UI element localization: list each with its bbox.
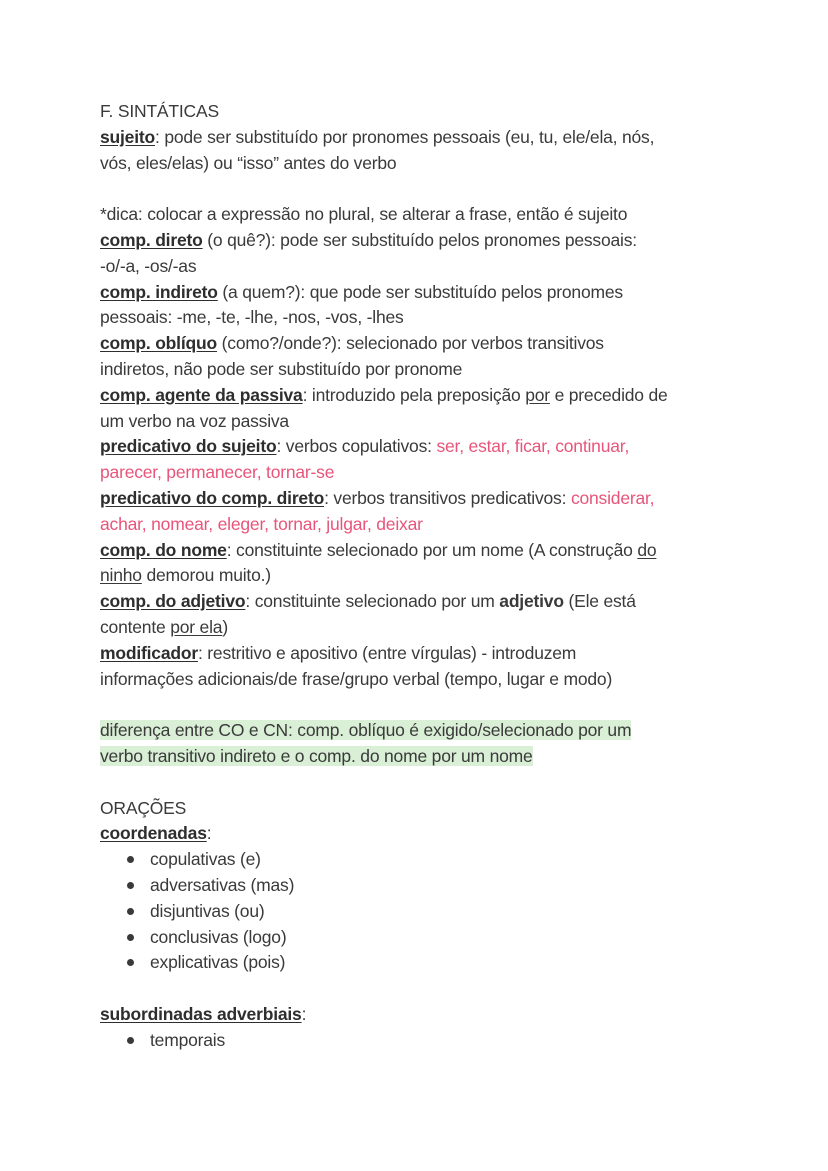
blank-line bbox=[100, 976, 720, 1002]
definition-comp-adjetivo-cont: contente por ela) bbox=[100, 616, 228, 637]
verb-list-copulativos-cont: parecer, permanecer, tornar-se bbox=[100, 462, 335, 483]
term-subordinadas-adverbiais: subordinadas adverbiais bbox=[100, 1003, 302, 1024]
subordinadas-list bbox=[100, 1028, 720, 1054]
blank-line bbox=[100, 176, 720, 202]
term-comp-adjetivo: comp. do adjetivo bbox=[100, 591, 246, 612]
list-item: adversativas (mas) bbox=[100, 873, 720, 899]
bullet-icon bbox=[127, 856, 134, 863]
verb-list-predicativos: considerar, bbox=[570, 487, 655, 508]
term-comp-nome: comp. do nome bbox=[100, 539, 227, 560]
definition-sujeito-cont: vós, eles/elas) ou “isso” antes do verbo bbox=[100, 152, 397, 173]
term-predicativo-sujeito: predicativo do sujeito bbox=[100, 436, 277, 457]
list-item: copulativas (e) bbox=[100, 847, 720, 873]
definition-sujeito: sujeito: pode ser substituído por pronomes pessoais (eu, tu, ele/ela, nós, bbox=[100, 126, 655, 147]
list-item: explicativas (pois) bbox=[100, 950, 720, 976]
bold-adjetivo: adjetivo bbox=[499, 591, 564, 612]
definition-comp-indireto: comp. indireto (a quem?): que pode ser substituído pelos pronomes bbox=[100, 281, 623, 302]
definition-modificador: modificador: restritivo e apositivo (entre vírgulas) - introduzem bbox=[100, 642, 577, 663]
highlight-line-1: diferença entre CO e CN: comp. oblíquo é exigido/selecionado por um bbox=[100, 720, 632, 741]
subheading-coordenadas: coordenadas: bbox=[100, 823, 212, 844]
tip-text: *dica: colocar a expressão no plural, se alterar a frase, então é sujeito bbox=[100, 204, 628, 225]
definition-comp-adjetivo: comp. do adjetivo: constituinte selecionado por um adjetivo (Ele está bbox=[100, 591, 636, 612]
definition-predicativo-comp-direto: predicativo do comp. direto: verbos transitivos predicativos: considerar, bbox=[100, 487, 655, 508]
definition-comp-direto-cont: -o/-a, -os/-as bbox=[100, 255, 197, 276]
definition-comp-nome-cont: ninho demorou muito.) bbox=[100, 565, 271, 586]
definition-predicativo-sujeito: predicativo do sujeito: verbos copulativos: ser, estar, ficar, continuar, bbox=[100, 436, 630, 457]
bullet-icon bbox=[127, 934, 134, 941]
bullet-icon bbox=[127, 959, 134, 966]
highlighted-note-cont bbox=[100, 744, 720, 770]
term-predicativo-comp-direto: predicativo do comp. direto bbox=[100, 487, 325, 508]
definition-comp-direto: comp. direto (o quê?): pode ser substituído pelos pronomes pessoais: bbox=[100, 229, 637, 250]
definition-comp-indireto-cont: pessoais: -me, -te, -lhe, -nos, -vos, -lhes bbox=[100, 307, 404, 328]
underlined-por-ela: por ela bbox=[170, 616, 223, 637]
term-coordenadas: coordenadas bbox=[100, 823, 207, 844]
list-item: disjuntivas (ou) bbox=[100, 899, 720, 925]
underlined-ninho: ninho bbox=[100, 565, 142, 586]
definition-comp-nome: comp. do nome: constituinte selecionado por um nome (A construção do bbox=[100, 539, 657, 560]
definition-comp-agente-passiva-cont: um verbo na voz passiva bbox=[100, 410, 289, 431]
highlight-line-2: verbo transitivo indireto e o comp. do nome por um nome bbox=[100, 745, 533, 766]
blank-line bbox=[100, 692, 720, 718]
term-comp-indireto: comp. indireto bbox=[100, 281, 218, 302]
term-comp-obliquo: comp. oblíquo bbox=[100, 333, 217, 354]
bullet-icon bbox=[127, 882, 134, 889]
section-heading-f-sintaticas: F. SINTÁTICAS bbox=[100, 101, 219, 121]
definition-comp-obliquo: comp. oblíquo (como?/onde?): selecionado por verbos transitivos bbox=[100, 333, 604, 354]
bullet-icon bbox=[127, 908, 134, 915]
definition-modificador-cont: informações adicionais/de frase/grupo verbal (tempo, lugar e modo) bbox=[100, 668, 613, 689]
definition-comp-agente-passiva: comp. agente da passiva: introduzido pela preposição por e precedido de bbox=[100, 384, 668, 405]
term-sujeito: sujeito bbox=[100, 126, 155, 147]
term-modificador: modificador bbox=[100, 642, 198, 663]
term-comp-direto: comp. direto bbox=[100, 229, 203, 250]
verb-list-predicativos-cont: achar, nomear, eleger, tornar, julgar, deixar bbox=[100, 513, 423, 534]
verb-list-copulativos: ser, estar, ficar, continuar, bbox=[436, 436, 630, 457]
highlighted-note bbox=[100, 718, 720, 744]
definition-comp-obliquo-cont: indiretos, não pode ser substituído por pronome bbox=[100, 358, 463, 379]
list-item: temporais bbox=[100, 1028, 720, 1054]
coordenadas-list bbox=[100, 847, 720, 976]
bullet-icon bbox=[127, 1037, 134, 1044]
underlined-por: por bbox=[525, 384, 550, 405]
underlined-do: do bbox=[637, 539, 657, 560]
term-comp-agente-passiva: comp. agente da passiva bbox=[100, 384, 303, 405]
section-heading-oracoes: ORAÇÕES bbox=[100, 797, 187, 818]
subheading-subordinadas-adverbiais: subordinadas adverbiais: bbox=[100, 1003, 307, 1024]
list-item: conclusivas (logo) bbox=[100, 925, 720, 951]
blank-line bbox=[100, 770, 720, 796]
document-page bbox=[100, 99, 720, 1053]
